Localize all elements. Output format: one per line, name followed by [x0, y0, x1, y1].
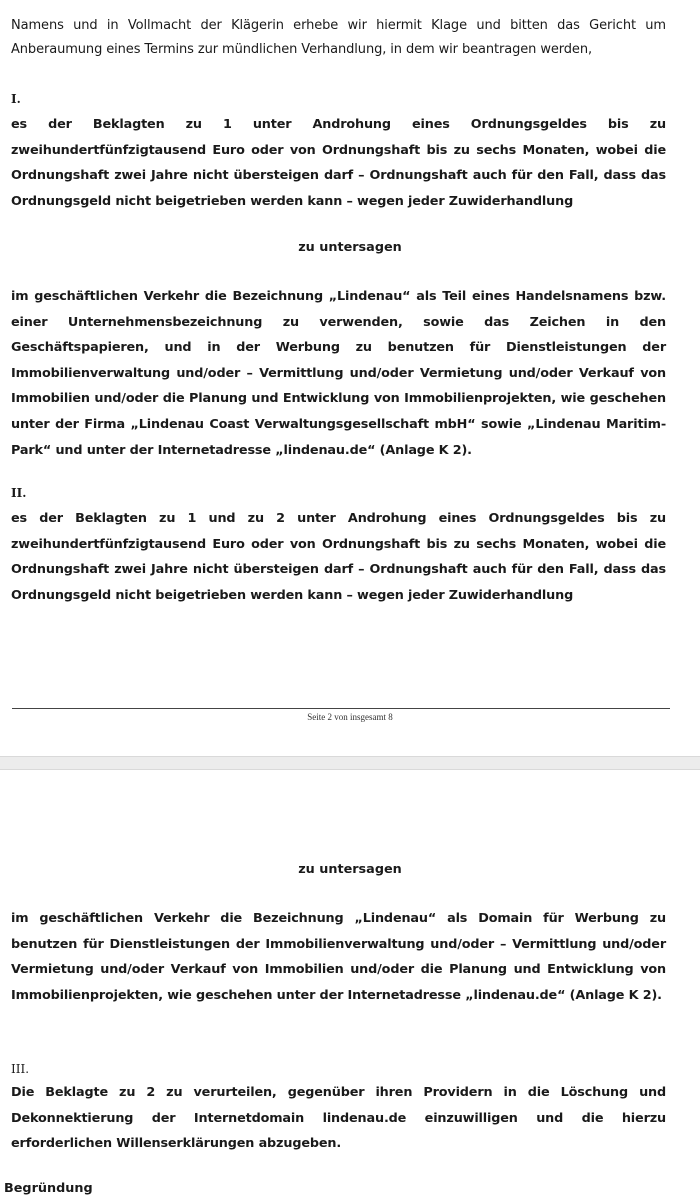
section-2-paragraph: es der Beklagten zu 1 und zu 2 unter Androhung eines Ordnungsgeldes bis zu zweihundertfünfzigtausend Euro oder von Ordnungshaft bis zu sechs Monaten, wobei die Ordnungshaft zwei Jahre nicht übersteigen darf – Ordnungshaft auch für den Fall, dass das Ordnungsgeld nicht beigetrieben werden kann – wegen jeder Zuwiderhandlung	[11, 511, 666, 603]
section-2-prohibition: im geschäftlichen Verkehr die Bezeichnung „Lindenau“ als Domain für Werbung zu benutzen für Dienstleistungen der Immobilienverwaltung und/oder – Vermittlung und/oder Vermietung und/oder Verkauf von Immobilien und/oder die Planung und Entwicklung von Immobilienprojekten, wie geschehen unter der Internetadresse „lindenau.de“ (Anlage K 2).	[11, 911, 666, 1003]
page-separator	[0, 756, 700, 770]
section-1-heading: zu untersagen	[298, 240, 402, 255]
page-footer: Seite 2 von insgesamt 8	[307, 712, 393, 722]
intro-paragraph: Namens und in Vollmacht der Klägerin erhebe wir hiermit Klage und bitten das Gericht um Anberaumung eines Termins zur mündlichen Verhandlung, in dem wir beantragen werden,	[11, 18, 666, 57]
section-3-paragraph: Die Beklagte zu 2 zu verurteilen, gegenüber ihren Providern in die Löschung und Dekonnektierung der Internetdomain lindenau.de einzuwilligen und die hierzu erforderlichen Willenserklärungen abzugeben.	[11, 1085, 666, 1152]
section-1-prohibition: im geschäftlichen Verkehr die Bezeichnung „Lindenau“ als Teil eines Handelsnamens bzw. einer Unternehmensbezeichnung zu verwenden, sowie das Zeichen in den Geschäftspapieren, und in der Werbung zu benutzen für Dienstleistungen der Immobilienverwaltung und/oder – Vermittlung und/oder Vermietung und/oder Verkauf von Immobilien und/oder die Planung und Entwicklung von Immobilienprojekten, wie geschehen unter der Firma „Lindenau Coast Verwaltungsgesellschaft mbH“ sowie „Lindenau Maritim-Park“ und unter der Internetadresse „lindenau.de“ (Anlage K 2).	[11, 289, 666, 458]
document-page-2	[0, 770, 700, 1196]
cut-off-heading	[4, 1178, 93, 1196]
section-1-numeral: I.	[11, 92, 21, 106]
footer-rule	[12, 708, 670, 709]
section-3-numeral: III.	[11, 1062, 30, 1076]
section-2-numeral: II.	[11, 486, 27, 500]
section-2-heading: zu untersagen	[298, 862, 402, 877]
section-1-paragraph: es der Beklagten zu 1 unter Androhung eines Ordnungsgeldes bis zu zweihundertfünfzigtausend Euro oder von Ordnungshaft bis zu sechs Monaten, wobei die Ordnungshaft zwei Jahre nicht übersteigen darf – Ordnungshaft auch für den Fall, dass das Ordnungsgeld nicht beigetrieben werden kann – wegen jeder Zuwiderhandlung	[11, 117, 666, 209]
cut-off-heading-text: Begründung	[4, 1181, 93, 1196]
